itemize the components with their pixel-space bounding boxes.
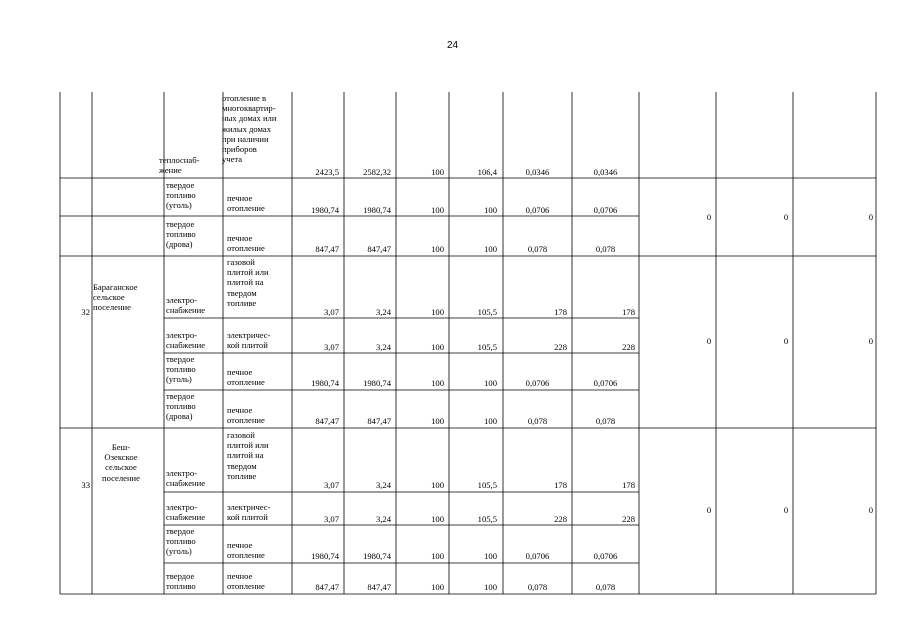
table-cell: твердое топливо bbox=[166, 571, 196, 592]
table-cell: 100 bbox=[484, 582, 497, 592]
table-cell: 0 bbox=[706, 505, 712, 515]
table-cell: 1980,74 bbox=[311, 205, 339, 215]
row-number: 33 bbox=[81, 480, 90, 490]
table-cell: 847,47 bbox=[367, 582, 391, 592]
table-cell: 0,078 bbox=[527, 416, 548, 426]
table-cell: твердое топливо (дрова) bbox=[166, 219, 196, 250]
table-cell: 0,078 bbox=[527, 582, 548, 592]
table-cell: 0 bbox=[783, 336, 789, 346]
table-cell: твердое топливо (уголь) bbox=[166, 180, 196, 211]
table-cell: 178 bbox=[622, 480, 635, 490]
table-cell: 847,47 bbox=[315, 244, 339, 254]
table-cell: печное отопление bbox=[227, 405, 265, 426]
table-cell: электро- снабжение bbox=[166, 295, 206, 316]
table-cell: 3,24 bbox=[375, 480, 391, 490]
table-cell: твердое топливо (уголь) bbox=[166, 354, 196, 385]
table-cell: 0 bbox=[783, 505, 789, 515]
table-cell: 1980,74 bbox=[311, 551, 339, 561]
table-cell: 105,5 bbox=[477, 480, 497, 490]
table-cell: твердое топливо (уголь) bbox=[166, 526, 196, 557]
table-cell: 3,24 bbox=[375, 514, 391, 524]
table-cell: 1980,74 bbox=[311, 378, 339, 388]
table-cell: газовой плитой или плитой на твердом топливе bbox=[227, 257, 269, 308]
table-cell: 100 bbox=[431, 342, 444, 352]
table-cell: 1980,74 bbox=[363, 205, 391, 215]
table-cell: теплоснаб- жение bbox=[159, 155, 200, 176]
table-cell: 228 bbox=[554, 514, 567, 524]
table-cell: электро- снабжение bbox=[166, 502, 206, 523]
table-cell: 0 bbox=[706, 212, 712, 222]
table-cell: 0,0346 bbox=[593, 167, 618, 177]
table-cell: 228 bbox=[622, 342, 635, 352]
table-cell: 1980,74 bbox=[363, 551, 391, 561]
table-cell: электричес- кой плитой bbox=[227, 502, 271, 523]
table-cell: 3,07 bbox=[323, 342, 339, 352]
table-cell: 0,078 bbox=[595, 416, 616, 426]
table-cell: 100 bbox=[484, 416, 497, 426]
page-number: 24 bbox=[446, 40, 459, 51]
table-cell: 0,0706 bbox=[593, 551, 618, 561]
table-cell: 100 bbox=[484, 205, 497, 215]
table-cell: 100 bbox=[484, 244, 497, 254]
table-cell: отопление в многоквартир- ных домах или жилых домах при наличии приборов учета bbox=[222, 93, 277, 165]
table-cell: 0,0706 bbox=[525, 205, 550, 215]
table-cell: твердое топливо (дрова) bbox=[166, 391, 196, 422]
table-cell: 105,5 bbox=[477, 342, 497, 352]
table-cell: 100 bbox=[431, 514, 444, 524]
table-cell: 105,5 bbox=[477, 514, 497, 524]
table-cell: 0,078 bbox=[527, 244, 548, 254]
table-cell: 178 bbox=[622, 307, 635, 317]
table-cell: 100 bbox=[431, 582, 444, 592]
table-cell: печное отопление bbox=[227, 540, 265, 561]
table-cell: 100 bbox=[431, 378, 444, 388]
table-cell: 100 bbox=[431, 307, 444, 317]
table-cell: газовой плитой или плитой на твердом топливе bbox=[227, 430, 269, 481]
settlement-name: Беш- Озекское сельское поселение bbox=[102, 442, 140, 483]
row-number: 32 bbox=[81, 307, 90, 317]
table-cell: печное отопление bbox=[227, 193, 265, 214]
table-cell: 2423,5 bbox=[315, 167, 339, 177]
table-cell: 0,0706 bbox=[525, 378, 550, 388]
table-cell: печное отопление bbox=[227, 571, 265, 592]
table-cell: 3,07 bbox=[323, 480, 339, 490]
table-cell: 0 bbox=[783, 212, 789, 222]
table-cell: 0,0706 bbox=[525, 551, 550, 561]
table-cell: 3,07 bbox=[323, 514, 339, 524]
table-cell: 106,4 bbox=[477, 167, 497, 177]
table-cell: 847,47 bbox=[367, 416, 391, 426]
table-cell: 0,078 bbox=[595, 582, 616, 592]
table-cell: 0,0346 bbox=[525, 167, 550, 177]
table-cell: 100 bbox=[431, 416, 444, 426]
table-cell: электро- снабжение bbox=[166, 468, 206, 489]
table-cell: 178 bbox=[554, 480, 567, 490]
table-cell: 0 bbox=[868, 212, 873, 222]
table-cell: 0 bbox=[868, 505, 873, 515]
table-cell: 105,5 bbox=[477, 307, 497, 317]
table-cell: 100 bbox=[431, 551, 444, 561]
table-cell: 100 bbox=[484, 378, 497, 388]
table-cell: 847,47 bbox=[315, 416, 339, 426]
table-cell: 100 bbox=[431, 205, 444, 215]
table-cell: 0 bbox=[868, 336, 873, 346]
table-cell: 3,24 bbox=[375, 342, 391, 352]
table-cell: 100 bbox=[484, 551, 497, 561]
table-cell: 1980,74 bbox=[363, 378, 391, 388]
table-cell: 847,47 bbox=[367, 244, 391, 254]
table-cell: 0,0706 bbox=[593, 205, 618, 215]
table-cell: 228 bbox=[554, 342, 567, 352]
table-cell: 100 bbox=[431, 480, 444, 490]
table-cell: электро- снабжение bbox=[166, 330, 206, 351]
table-cell: электричес- кой плитой bbox=[227, 330, 271, 351]
table-cell: печное отопление bbox=[227, 233, 265, 254]
table-cell: 178 bbox=[554, 307, 567, 317]
table-cell: 0 bbox=[706, 336, 712, 346]
table-cell: 2582,32 bbox=[363, 167, 391, 177]
settlement-name: Бараганское сельское поселение bbox=[93, 282, 138, 313]
table-cell: 228 bbox=[622, 514, 635, 524]
table-cell: 100 bbox=[431, 244, 444, 254]
table-cell: 3,24 bbox=[375, 307, 391, 317]
table-cell: 0,078 bbox=[595, 244, 616, 254]
table-cell: 3,07 bbox=[323, 307, 339, 317]
table-cell: 847,47 bbox=[315, 582, 339, 592]
table-cell: 100 bbox=[431, 167, 444, 177]
table-cell: 0,0706 bbox=[593, 378, 618, 388]
table-cell: печное отопление bbox=[227, 367, 265, 388]
